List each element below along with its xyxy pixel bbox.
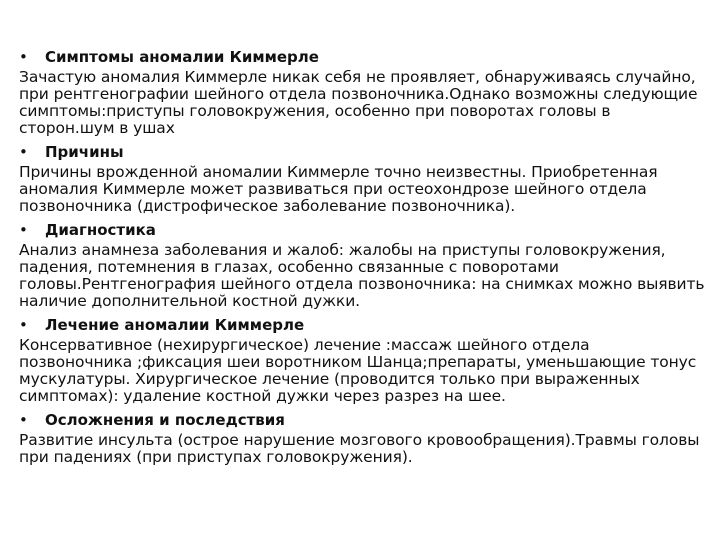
section-title: Симптомы аномалии Киммерле [45,48,319,66]
section-complications [19,411,707,466]
section-text: Консервативное (нехирургическое) лечение :массаж шейного отдела позвоночника ;фиксация шеи воротником Шанца;препараты, уменьшающие тонус мускулатуры. Хирургическое лечение (проводится только при выраженных симптомах): удаление костной дужки через разрез на шее. [19,336,697,405]
section-causes [19,143,707,215]
section-heading [19,221,707,240]
bullet-icon: • [19,48,28,66]
bullet-icon: • [19,316,28,334]
bullet-icon: • [19,221,28,239]
section-symptoms [19,48,707,137]
bullet-icon: • [19,411,28,429]
section-title: Причины [45,143,124,161]
bullet-icon: • [19,143,28,161]
section-title: Лечение аномалии Киммерле [45,316,305,334]
section-heading [19,411,707,430]
section-title: Осложнения и последствия [45,411,285,429]
section-text: Зачастую аномалия Киммерле никак себя не проявляет, обнаруживаясь случайно, при рентгенографии шейного отдела позвоночника.Однако возможны следующие симптомы:приступы головокружения, особенно при поворотах головы в сторон.шум в ушах [19,68,698,137]
section-heading [19,48,707,67]
section-text: Развитие инсульта (острое нарушение мозгового кровообращения).Травмы головы при падениях (при приступах головокружения). [19,431,700,466]
slide-content [19,48,707,472]
section-diagnostics [19,221,707,310]
section-text: Анализ анамнеза заболевания и жалоб: жалобы на приступы головокружения, падения, потемнения в глазах, особенно связанные с поворотами головы.Рентгенография шейного отдела позвоночника: на снимках можно выявить наличие дополнительной костной дужки. [19,241,705,310]
section-heading [19,316,707,335]
section-treatment [19,316,707,405]
section-title: Диагностика [45,221,156,239]
section-heading [19,143,707,162]
section-text: Причины врожденной аномалии Киммерле точно неизвестны. Приобретенная аномалия Киммерле может развиваться при остеохондрозе шейного отдела позвоночника (дистрофическое заболевание позвоночника). [19,163,658,215]
